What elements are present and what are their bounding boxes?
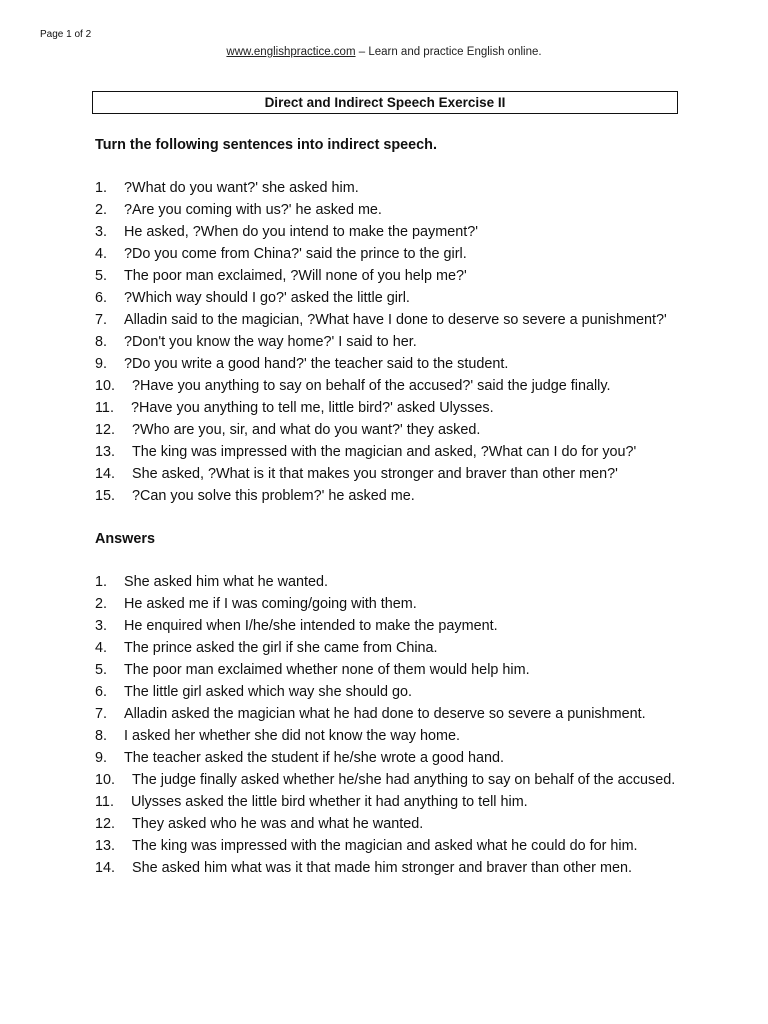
answer-item (95, 593, 685, 615)
question-item-text: Alladin said to the magician, ?What have I done to deserve so severe a punishment?' (124, 312, 667, 328)
question-item-text: The king was impressed with the magician and asked, ?What can I do for you?' (132, 444, 637, 460)
answer-item (95, 835, 685, 857)
question-item (95, 177, 685, 199)
answer-item-text: They asked who he was and what he wanted. (132, 816, 424, 832)
question-item-number: 4. (95, 246, 108, 262)
answer-item-text: The king was impressed with the magician and asked what he could do for him. (132, 838, 638, 854)
question-item-number: 6. (95, 290, 108, 306)
answer-item (95, 571, 685, 593)
document-title: Direct and Indirect Speech Exercise II (92, 91, 678, 114)
instruction-heading: Turn the following sentences into indirect speech. (95, 137, 437, 153)
answer-item (95, 725, 685, 747)
question-item (95, 463, 685, 485)
answer-item-number: 1. (95, 574, 108, 590)
question-item (95, 265, 685, 287)
question-item-text: ?What do you want?' she asked him. (124, 180, 359, 196)
question-item (95, 441, 685, 463)
answer-item-text: The judge finally asked whether he/she had anything to say on behalf of the accused. (132, 772, 676, 788)
question-item (95, 419, 685, 441)
answer-list (95, 571, 685, 879)
answer-item (95, 769, 685, 791)
answer-item-text: He asked me if I was coming/going with them. (124, 596, 417, 612)
answer-item-number: 5. (95, 662, 108, 678)
question-item-number: 13. (95, 444, 116, 460)
question-item-text: ?Who are you, sir, and what do you want?' they asked. (132, 422, 481, 438)
answer-item-number: 10. (95, 772, 116, 788)
question-item-number: 8. (95, 334, 108, 350)
answer-item (95, 747, 685, 769)
answer-item-number: 11. (95, 794, 114, 810)
question-item (95, 485, 685, 507)
question-item-number: 11. (95, 400, 114, 416)
question-item (95, 331, 685, 353)
question-item-number: 7. (95, 312, 108, 328)
question-item-text: She asked, ?What is it that makes you stronger and braver than other men?' (132, 466, 618, 482)
answer-item (95, 637, 685, 659)
answer-item (95, 857, 685, 879)
question-item-text: ?Have you anything to say on behalf of the accused?' said the judge finally. (132, 378, 611, 394)
question-item-number: 10. (95, 378, 116, 394)
answer-item-text: Alladin asked the magician what he had done to deserve so severe a punishment. (124, 706, 646, 722)
question-item (95, 353, 685, 375)
answer-item-text: The teacher asked the student if he/she wrote a good hand. (124, 750, 505, 766)
document-body (95, 134, 685, 879)
answer-item (95, 681, 685, 703)
question-item-number: 3. (95, 224, 108, 240)
question-item-text: He asked, ?When do you intend to make the payment?' (124, 224, 478, 240)
site-header (0, 46, 768, 58)
question-item (95, 375, 685, 397)
question-item-text: The poor man exclaimed, ?Will none of you help me?' (124, 268, 467, 284)
question-item-text: ?Have you anything to tell me, little bird?' asked Ulysses. (130, 400, 494, 416)
answer-item-text: Ulysses asked the little bird whether it had anything to tell him. (130, 794, 528, 810)
answer-item (95, 791, 685, 813)
answer-item-number: 7. (95, 706, 108, 722)
question-item (95, 221, 685, 243)
site-tagline: – Learn and practice English online. (355, 46, 542, 58)
answer-item (95, 659, 685, 681)
answer-item-number: 3. (95, 618, 108, 634)
answers-heading: Answers (95, 531, 155, 547)
answer-item-number: 6. (95, 684, 108, 700)
answer-item (95, 615, 685, 637)
answer-item-number: 9. (95, 750, 108, 766)
question-item-text: ?Do you come from China?' said the prince to the girl. (124, 246, 467, 262)
question-item-number: 12. (95, 422, 116, 438)
question-item-number: 5. (95, 268, 108, 284)
question-item-number: 9. (95, 356, 108, 372)
answer-item-text: The prince asked the girl if she came from China. (124, 640, 438, 656)
question-item (95, 243, 685, 265)
answer-item-text: She asked him what was it that made him stronger and braver than other men. (132, 860, 632, 876)
question-item-text: ?Do you write a good hand?' the teacher said to the student. (124, 356, 509, 372)
answer-item (95, 813, 685, 835)
answer-item-text: The little girl asked which way she should go. (124, 684, 412, 700)
question-item-text: ?Don't you know the way home?' I said to her. (124, 334, 417, 350)
question-item (95, 397, 685, 419)
answer-item-text: I asked her whether she did not know the way home. (124, 728, 460, 744)
answer-item-number: 13. (95, 838, 116, 854)
question-list (95, 177, 685, 507)
answer-item (95, 703, 685, 725)
question-item-text: ?Can you solve this problem?' he asked me. (132, 488, 415, 504)
page-number: Page 1 of 2 (40, 29, 92, 40)
answer-item-number: 4. (95, 640, 108, 656)
answer-item-number: 2. (95, 596, 108, 612)
question-item-text: ?Are you coming with us?' he asked me. (124, 202, 382, 218)
site-link[interactable]: www.englishpractice.com (226, 46, 356, 58)
answer-item-number: 12. (95, 816, 116, 832)
answer-item-number: 8. (95, 728, 108, 744)
question-item (95, 287, 685, 309)
question-item-number: 14. (95, 466, 116, 482)
question-item-number: 2. (95, 202, 108, 218)
answer-item-text: She asked him what he wanted. (124, 574, 329, 590)
question-item (95, 309, 685, 331)
question-item (95, 199, 685, 221)
answer-item-number: 14. (95, 860, 116, 876)
question-item-text: ?Which way should I go?' asked the little girl. (124, 290, 410, 306)
answer-item-text: He enquired when I/he/she intended to make the payment. (124, 618, 498, 634)
question-item-number: 15. (95, 488, 116, 504)
answer-item-text: The poor man exclaimed whether none of them would help him. (124, 662, 530, 678)
question-item-number: 1. (95, 180, 108, 196)
